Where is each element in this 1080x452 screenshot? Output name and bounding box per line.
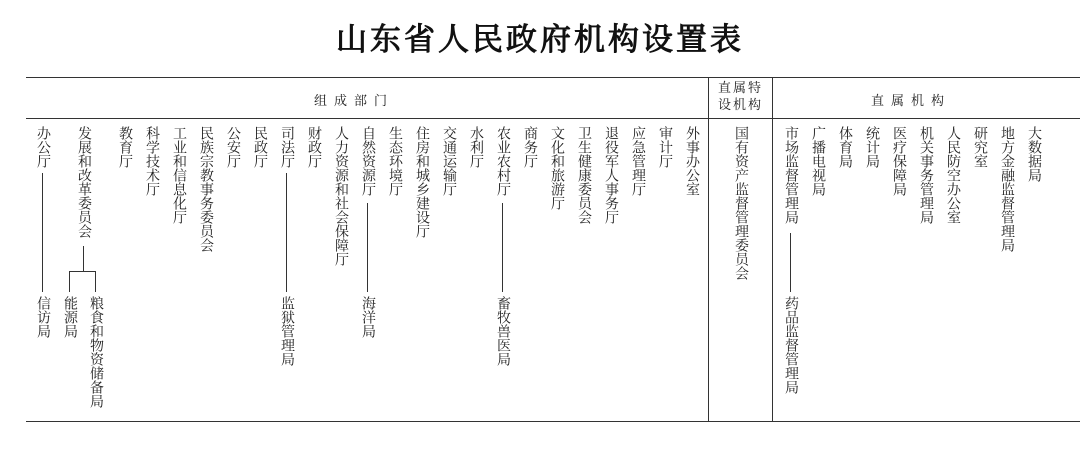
connector-nengyuan: [69, 271, 70, 292]
dept-nongye-nongcun: 农业农村厅: [495, 126, 511, 196]
dept-shuili: 水利厅: [468, 126, 484, 168]
dept-shangwu: 商务厅: [522, 126, 538, 168]
dept-gongan: 公安厅: [225, 126, 241, 168]
connector-nongye-nongcun: [502, 203, 503, 292]
dept-shengtai-huanjing: 生态环境厅: [387, 126, 403, 196]
dept-zhufang-chengxiang: 住房和城乡建设厅: [414, 126, 430, 238]
header-directly-affiliated: 直属机构: [871, 94, 952, 109]
header-departments: 组成部门: [314, 94, 395, 109]
special-guoyou-zichan: 国有资产监督管理委员会: [733, 126, 749, 280]
dept-kexue-jishu: 科学技术厅: [144, 126, 160, 196]
dept-waishi-bangongshi: 外事办公室: [684, 126, 700, 196]
aff-tiyu: 体育局: [837, 126, 853, 168]
section-divider-right: [772, 77, 773, 421]
dept-renli-ziyuan: 人力资源和社会保障厅: [333, 126, 349, 266]
header-directly-special: [709, 80, 772, 114]
connector-liangshi: [95, 271, 96, 292]
dept-jiaotong-yunshu: 交通运输厅: [441, 126, 457, 196]
aff-tongji: 统计局: [864, 126, 880, 168]
sub-jianyu-guanli: 监狱管理局: [279, 296, 295, 366]
dept-ziran-ziyuan: 自然资源厅: [360, 126, 376, 196]
dept-minzu-zongjiao: 民族宗教事务委员会: [198, 126, 214, 252]
page-title: 山东省人民政府机构设置表: [336, 22, 744, 58]
aff-yiliao-baozhang: 医疗保障局: [891, 126, 907, 196]
header-divider: [26, 118, 1080, 119]
header-directly-special-line2: 设机构: [717, 98, 763, 113]
table-top-border: [26, 77, 1080, 78]
dept-yingji-guanli: 应急管理厅: [630, 126, 646, 196]
aff-jiguan-shiwu: 机关事务管理局: [918, 126, 934, 224]
connector-ziran-ziyuan: [367, 203, 368, 292]
header-directly-special-line1: 直属特: [717, 81, 763, 96]
aff-renmin-fangkong: 人民防空办公室: [945, 126, 961, 224]
connector-shichang-jiandu: [790, 233, 791, 292]
table-bottom-border: [26, 421, 1080, 422]
dept-wenhua-lvyou: 文化和旅游厅: [549, 126, 565, 210]
aff-shichang-jiandu: 市场监督管理局: [783, 126, 799, 224]
sub-xumu-shouyi: 畜牧兽医局: [495, 296, 511, 366]
sub-yaopin-jiandu: 药品监督管理局: [783, 296, 799, 394]
dept-sifa: 司法厅: [279, 126, 295, 168]
connector-bangongting: [42, 173, 43, 292]
aff-difang-jinrong: 地方金融监督管理局: [999, 126, 1015, 252]
dept-shenji: 审计厅: [657, 126, 673, 168]
dept-gongye-xinxihua: 工业和信息化厅: [171, 126, 187, 224]
dept-fazhan-gaige: 发展和改革委员会: [76, 126, 92, 238]
sub-haiyang: 海洋局: [360, 296, 376, 338]
sub-xinfang: 信访局: [35, 296, 51, 338]
connector-fazhan-gaige-branch: [69, 271, 96, 272]
aff-dashuju: 大数据局: [1026, 126, 1042, 182]
connector-fazhan-gaige: [83, 246, 84, 271]
aff-yanjiushi: 研究室: [972, 126, 988, 168]
section-divider-left: [708, 77, 709, 421]
aff-guangbo-dianshi: 广播电视局: [810, 126, 826, 196]
dept-bangongting: 办公厅: [35, 126, 51, 168]
dept-weisheng-jiankang: 卫生健康委员会: [576, 126, 592, 224]
dept-minzheng: 民政厅: [252, 126, 268, 168]
dept-jiaoyu: 教育厅: [117, 126, 133, 168]
sub-liangshi-wuzi: 粮食和物资储备局: [88, 296, 104, 408]
sub-nengyuan: 能源局: [62, 296, 78, 338]
dept-caizheng: 财政厅: [306, 126, 322, 168]
connector-sifa: [286, 173, 287, 292]
dept-tuiyi-junren: 退役军人事务厅: [603, 126, 619, 224]
